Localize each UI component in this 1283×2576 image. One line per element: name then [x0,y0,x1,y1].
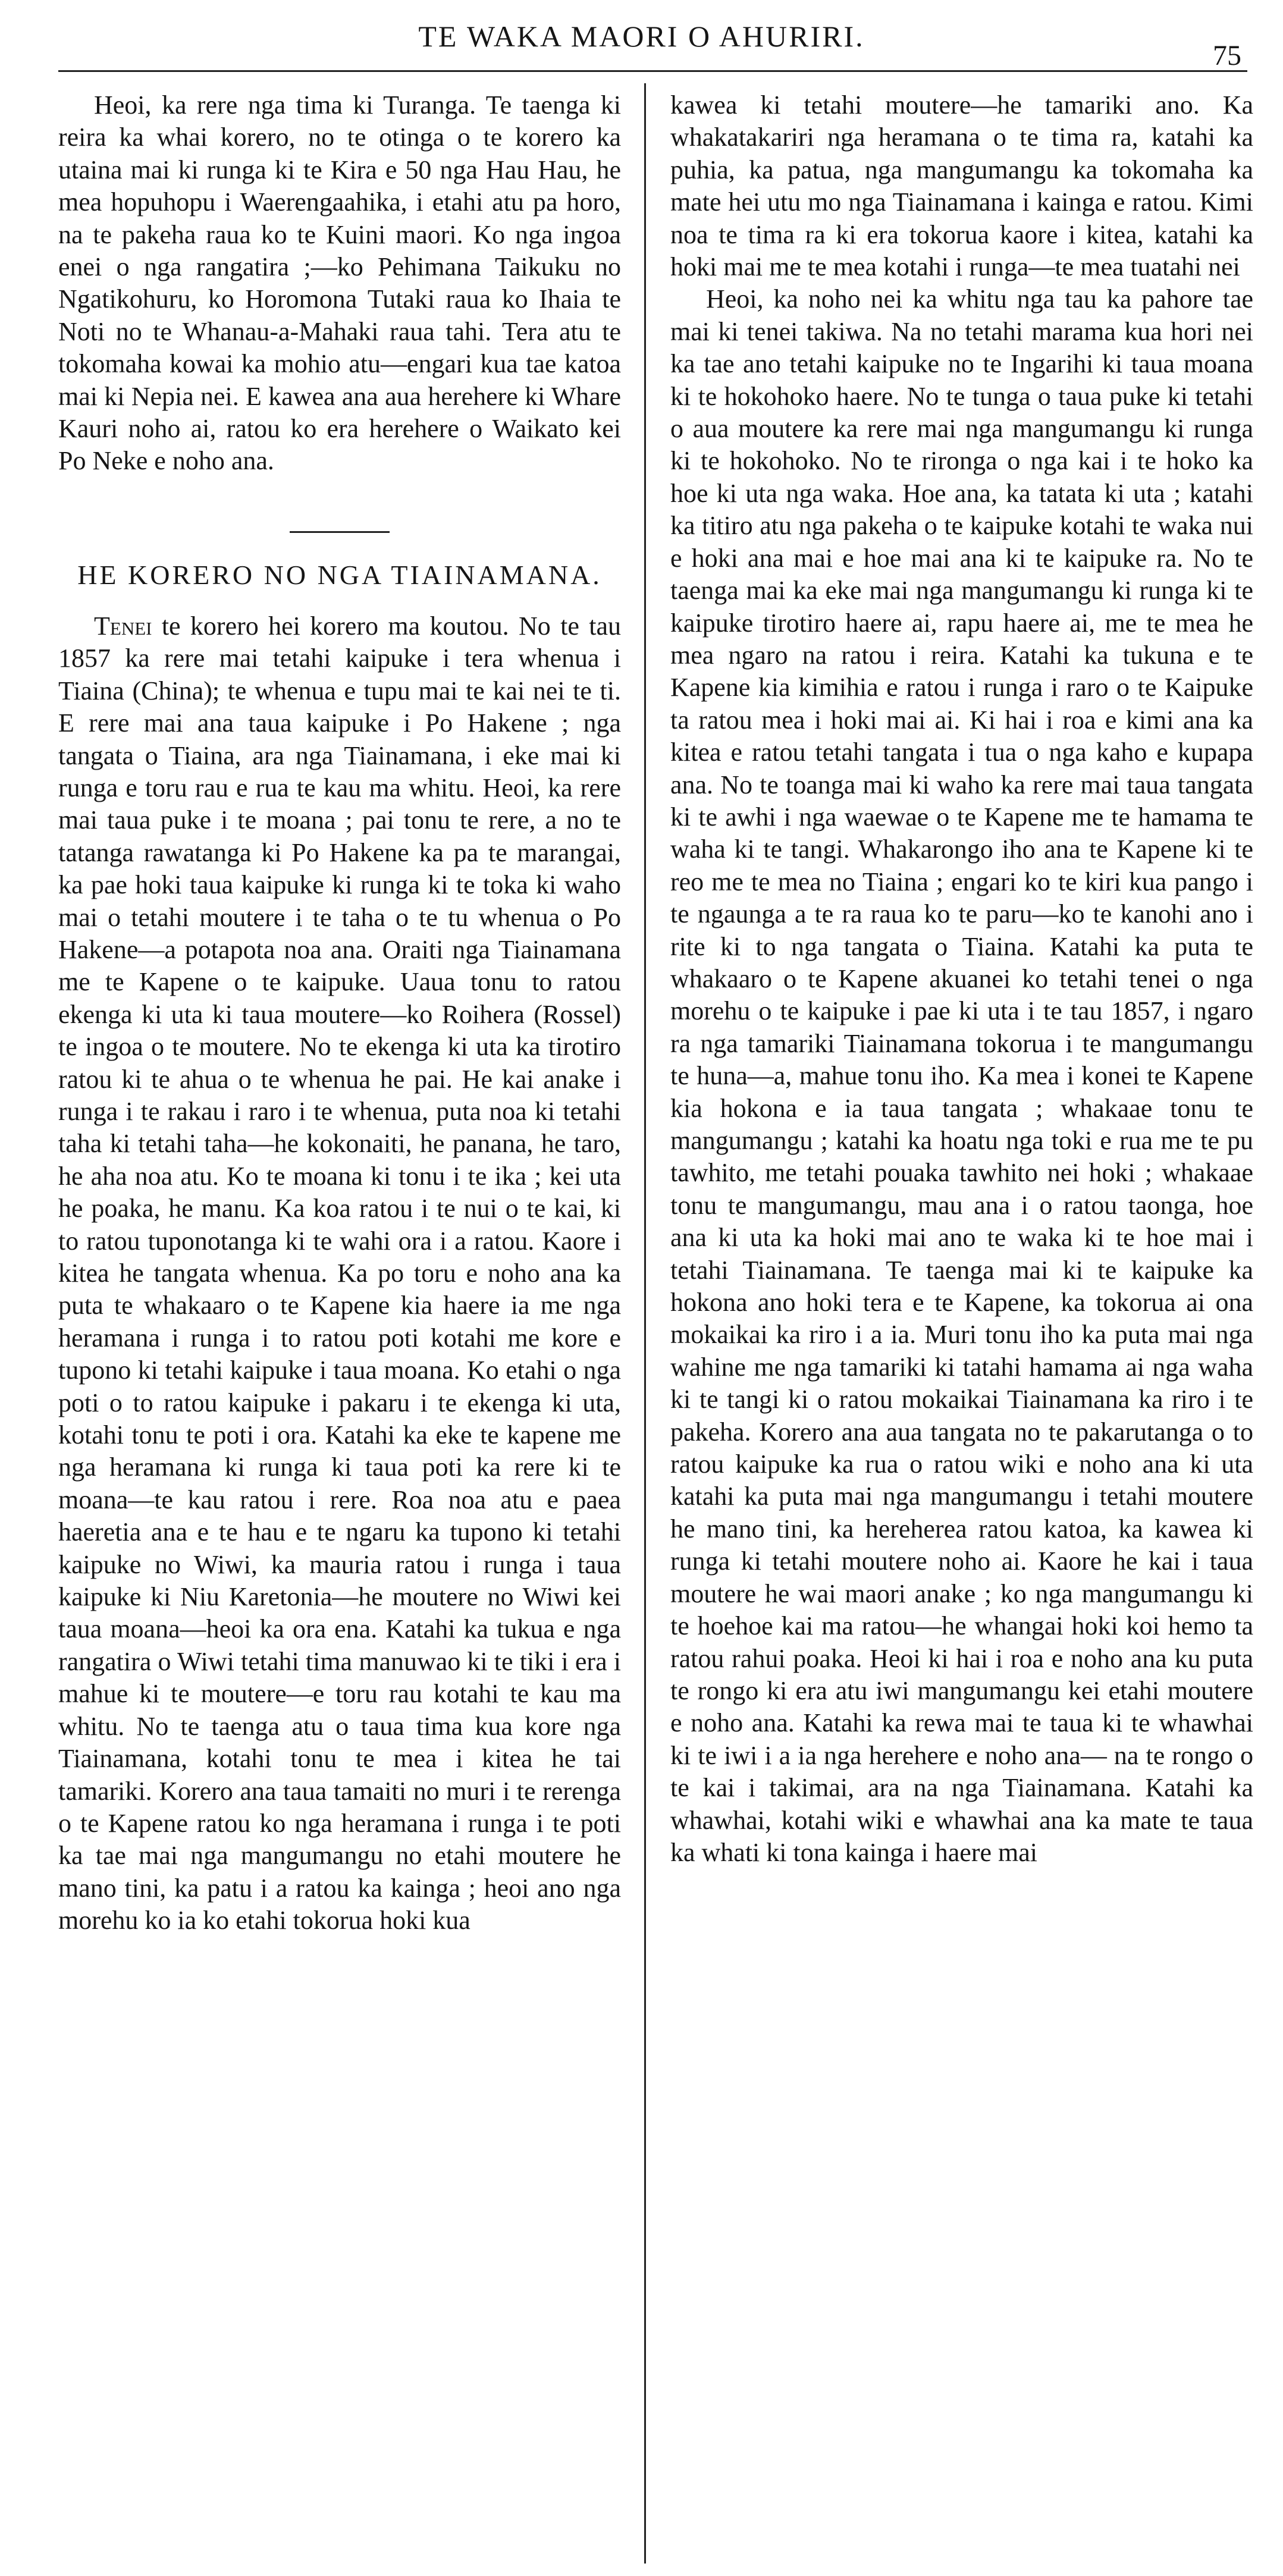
left-column [58,89,621,1937]
section-heading: HE KORERO NO NGA TIAINAMANA. [77,559,602,590]
lead-word: Tenei [94,611,152,641]
paragraph-continued: kawea ki tetahi moutere—he tamariki ano. Ka whakatakariri nga heramana o te tima ra, katahi ka puhia, ka patua, nga mangumangu ka tokomaha ka mate hei utu mo nga Tiainamana i kainga e ratou. Kimi noa te tima ra ki era tokorua kaore i kitea, katahi ka hoki mai me te mea kotahi i runga—te mea tuatahi nei [670,90,1253,282]
section-divider [290,531,390,533]
paragraph-tiainamana-intro [58,610,621,1937]
page-number: 75 [1213,40,1241,71]
paragraph-seven-years: Heoi, ka noho nei ka whitu nga tau ka pahore tae mai ki tenei takiwa. Na no tetahi marama kua hori nei ka tae ano tetahi kaipuke no te Ingarihi ki taua moana ki te hokohoko haere. No te tunga o taua puke ki tetahi o aua moutere ka rere mai nga mangumangu ki runga ki te hokohoko. No te rironga o nga kai i te hoko ka hoe ki uta nga waka. Hoe ana, ka tatata ki uta ; katahi ka titiro atu nga pakeha o te kaipuke kotahi te waka nui e hoki ana mai e hoe mai ana ki te kaipuke ra. No te taenga mai ka eke mai nga mangumangu ki runga ki te kaipuke tirotiro haere ai, rapu haere ai, me te mea he mea ngaro na ratou i reira. Katahi ka tukuna e te Kapene kia kimihia e ratou i runga i raro o te Kaipuke ta ratou mea i hoki mai ai. Ki hai i roa e kimi ana ka kitea e ratou tetahi tangata i tua o nga kaho e kupapa ana. No te toanga mai ki waho ka rere mai taua tangata ki te awhi i nga waewae o te Kapene me te hamama te waha ki te tangi. Whakarongo iho ana te Kapene ki te reo me te mea no Tiaina ; engari ko te kiri kua pango i te ngaunga a te ra raua ko te paru—ko te kanohi ano i rite ki to nga tangata o Tiaina. Katahi ka puta te whakaaro o te Kapene akuanei ko tetahi tenei o nga morehu o te kaipuke i pae ki uta i te tau 1857, i ngaro ra nga tamariki Tiainamana tokorua i te mangumangu te huna—a, mahue tonu iho. Ka mea i konei te Kapene kia hokona e ia taua tangata ; whakaae tonu te mangumangu ; katahi ka hoatu nga toki e rua me te pu tawhito, me tetahi pouaka tawhito nei hoki ; whakaae tonu te mangumangu, mau ana i o ratou taonga, hoe ana ki uta ka hoki mai ano te waka ki te hoe mai i tetahi Tiainamana. Te taenga mai ki te kaipuke ka hokona ano hoki tera e te Kapene, ka tokorua ai ona mokaikai ka riro i a ia. Muri tonu iho ka puta mai nga wahine me nga tamariki ki tatahi hamama ai nga waha ki te tangi ki o ratou mokaikai Tiainamana ka riro i te pakeha. Korero ana aua tangata no te pakarutanga o to ratou kaipuke ka rua o ratou wiki e noho ana ki uta katahi ka puta mai nga mangumangu i tetahi moutere he mano tini, ka hereherea ratou katoa, ka kawea ki runga ki tetahi moutere noho ai. Kaore he kai i taua moutere he wai maori anake ; ko nga mangumangu ki te hoehoe kai ma ratou—he whangai hoki koi hemo ta ratou rahui poaka. Heoi ki hai i roa e noho ana ku puta te rongo ki era atu iwi mangumangu kei etahi moutere e noho ana. Katahi ka rewa mai te taua ki te whawhai ki te iwi i a ia nga herehere e noho ana— na te rongo o te kai i takimai, ara na nga Tiainamana. Katahi ka whawhai, kotahi wiki e whawhai ana ka mate te taua ka whati ki tona kainga i haere mai [670,284,1253,1867]
paragraph-turanga: Heoi, ka rere nga tima ki Turanga. Te taenga ki reira ka whai korero, no te otinga o te korero ka utaina mai ki runga ki te Kira e 50 nga Hau Hau, he mea hopuhopu i Waerengaahika, i etahi atu pa horo, na te pakeha raua ko te Kuini maori. Ko nga ingoa enei o nga rangatira ;—ko Pehimana Taikuku no Ngatikohuru, ko Horomona Tutaki raua ko Ihaia te Noti no te Whanau-a-Mahaki raua tahi. Tera atu te tokomaha kowai ka mohio atu—engari kua tae katoa mai ki Nepia nei. E kawea ana aua herehere ki Whare Kauri noho ai, ratou ko era herehere o Waikato kei Po Neke e noho ana. [58,90,621,476]
running-title: TE WAKA MAORI O AHURIRI. [418,20,865,53]
column-divider [644,83,646,2564]
header-rule [58,70,1247,72]
right-column [670,89,1253,1869]
paragraph-body: te korero hei korero ma koutou. No te tau 1857 ka rere mai tetahi kaipuke i tera whenua i Tiaina (China); te whenua e tupu mai te kai nei te ti. E rere mai ana taua kaipuke i Po Hakene ; nga tangata o Tiaina, ara nga Tiainamana, i eke mai ki runga e toru rau e rua te kau ma whitu. Heoi, ka rere mai taua puke i te moana ; pai tonu te rere, a no te tatanga rawatanga ki Po Hakene ka pa te marangai, ka pae hoki taua kaipuke ki runga ki te toka ki waho mai o tetahi moutere i te taha o te tu whenua o Po Hakene—a potapota noa ana. Oraiti nga Tiainamana me te Kapene o te kaipuke. Uaua tonu to ratou ekenga ki uta ki taua moutere—ko Roihera (Rossel) te ingoa o te moutere. No te ekenga ki uta ka tirotiro ratou ki te ahua o te whenua he pai. He kai anake i runga i te rakau i raro i te whenua, puta noa ki tetahi taha ki tetahi taha—he kokonaiti, he panana, he taro, he aha noa atu. Ko te moana ki tonu i te ika ; kei uta he poaka, he manu. Ka koa ratou i te nui o te kai, ki to ratou tuponotanga ki te wahi ora i a ratou. Kaore i kitea he tangata whenua. Ka po toru e noho ana ka puta te whakaaro o te Kapene kia haere ia me nga heramana i runga i to ratou poti kotahi me kore e tupono ki tetahi kaipuke i taua moana. Ko etahi o nga poti o to ratou kaipuke i pakaru i te ekenga ki uta, kotahi tonu te poti i ora. Katahi ka eke te kapene me nga heramana ki runga ki taua poti ka rere ki te moana—te kau ratou i rere. Roa noa atu e paea haeretia ana e te hau e te ngaru ka tupono ki tetahi kaipuke no Wiwi, ka mauria ratou i runga i taua kaipuke ki Niu Karetonia—he moutere no Wiwi kei taua moana—heoi ka ora ena. Katahi ka tukua e nga rangatira o Wiwi tetahi tima manuwao ki te tiki i era i mahue ki te moutere—e toru rau kotahi te kau ma whitu. No te taenga atu o taua tima kua kore nga Tiainamana, kotahi tonu te mea i kitea he tai tamariki. Korero ana taua tamaiti no muri i te rerenga o te Kapene ratou ko nga heramana i runga i te poti ka tae mai nga mangumangu no etahi moutere he mano tini, ka patu i a ratou ka kainga ; heoi ano nga morehu ko ia ko etahi tokorua hoki kua [58,611,621,1935]
